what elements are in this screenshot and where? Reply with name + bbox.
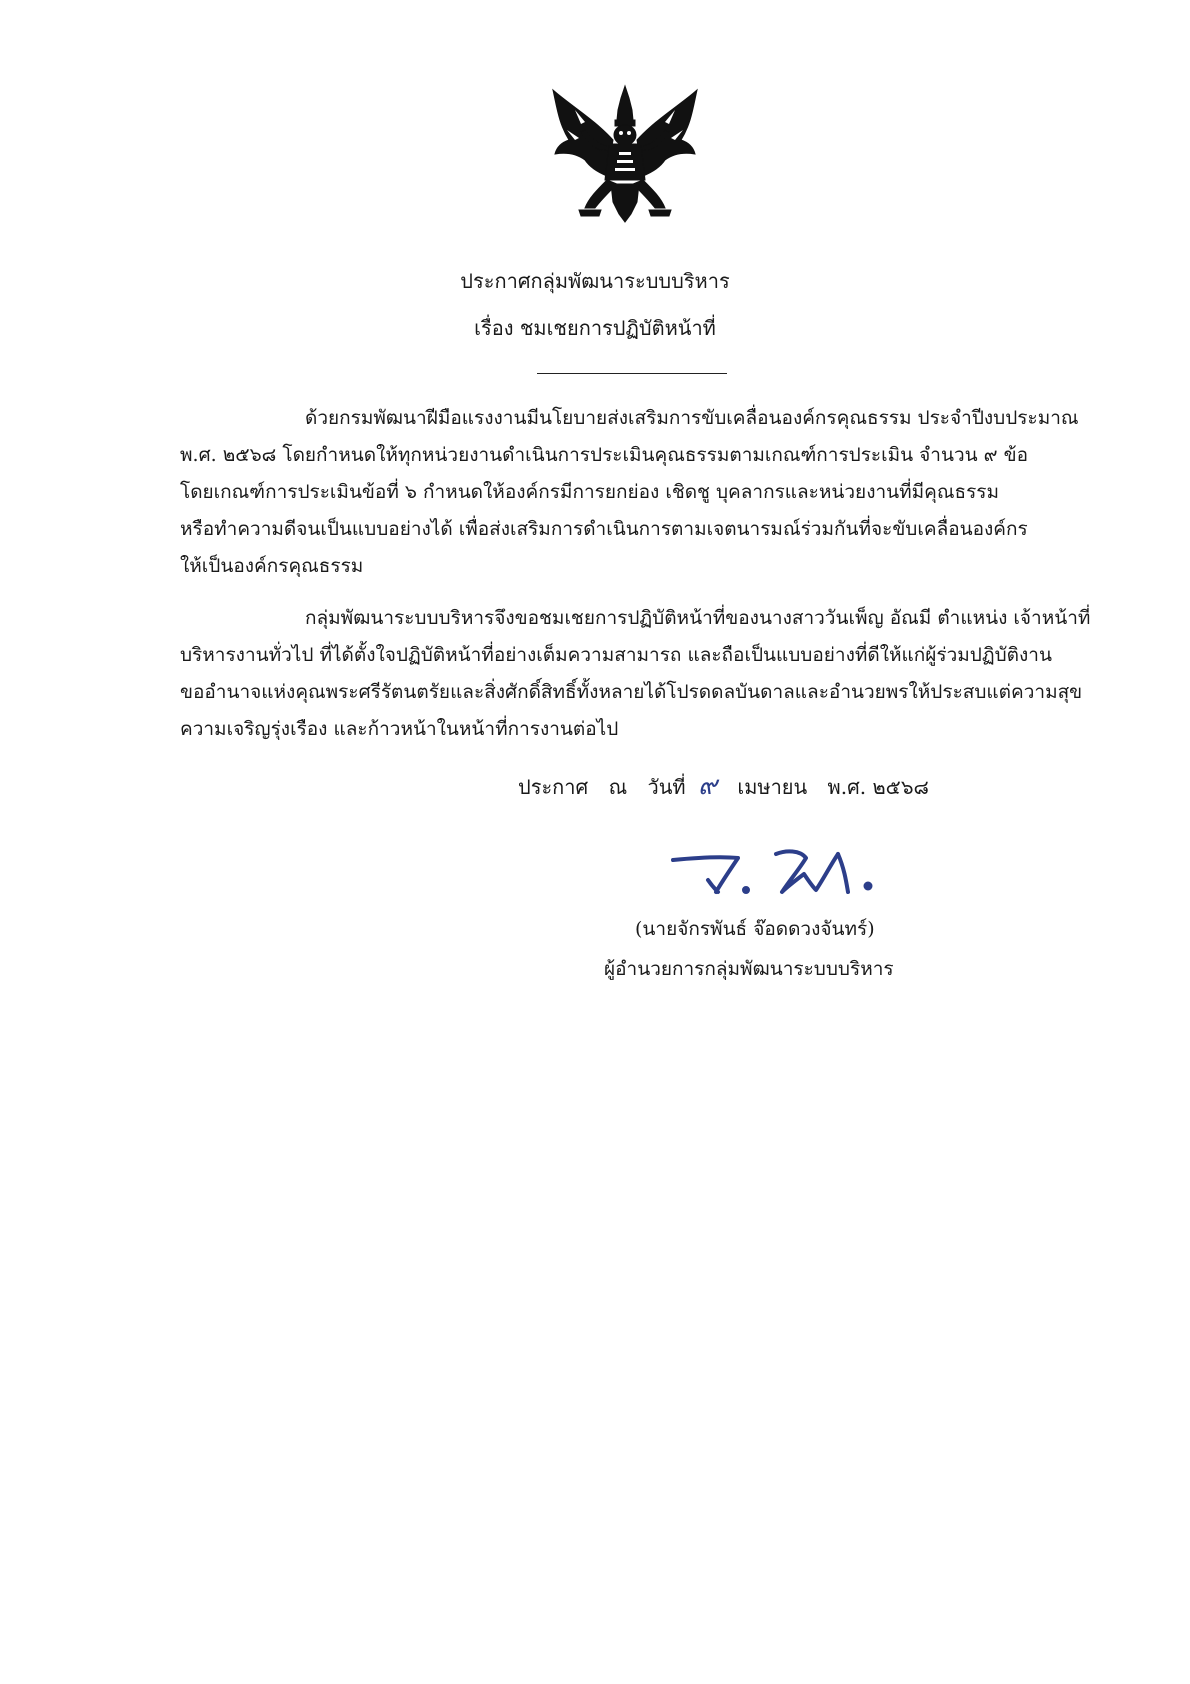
date-year: พ.ศ. ๒๕๖๘ xyxy=(827,775,929,799)
date-na: ณ xyxy=(608,775,628,799)
paragraph-1-line-1: ด้วยกรมพัฒนาฝีมือแรงงานมีนโยบายส่งเสริมการขับเคลื่อนองค์กรคุณธรรม ประจำปีงบประมาณ xyxy=(305,407,1079,429)
date-day-label: วันที่ xyxy=(647,775,686,799)
date-prefix: ประกาศ xyxy=(518,775,589,799)
signer-name: (นายจักรพันธ์ จ๊อดดวงจันทร์) xyxy=(635,918,875,940)
paragraph-1 xyxy=(180,400,1088,585)
announcement-subject: เรื่อง ชมเชยการปฏิบัติหน้าที่ xyxy=(474,316,716,340)
paragraph-1-line-3: โดยเกณฑ์การประเมินข้อที่ ๖ กำหนดให้องค์กรมีการยกย่อง เชิดชู บุคลากรและหน่วยงานที่มีคุณธรรม xyxy=(180,481,1000,503)
announcement-title: ประกาศกลุ่มพัฒนาระบบบริหาร xyxy=(460,269,730,293)
garuda-emblem-icon xyxy=(545,80,705,230)
paragraph-2-line-2: บริหารงานทั่วไป ที่ได้ตั้งใจปฏิบัติหน้าที่อย่างเต็มความสามารถ และถือเป็นแบบอย่างที่ดีให้แก่ผู้ร่วมปฏิบัติงาน xyxy=(180,644,1052,666)
paragraph-1-line-5: ให้เป็นองค์กรคุณธรรม xyxy=(180,555,364,577)
signer-position: ผู้อำนวยการกลุ่มพัฒนาระบบบริหาร xyxy=(604,958,894,980)
paragraph-2-line-1: กลุ่มพัฒนาระบบบริหารจึงขอชมเชยการปฏิบัติหน้าที่ของนางสาววันเพ็ญ อัณมี ตำแหน่ง เจ้าหน้าที่ xyxy=(305,607,1091,629)
paragraph-2-line-3: ขออำนาจแห่งคุณพระศรีรัตนตรัยและสิ่งศักดิ์สิทธิ์ทั้งหลายได้โปรดดลบันดาลและอำนวยพรให้ประสบแต่ความสุข xyxy=(180,681,1083,703)
paragraph-2-line-4: ความเจริญรุ่งเรือง และก้าวหน้าในหน้าที่การงานต่อไป xyxy=(180,718,619,740)
date-month: เมษายน xyxy=(737,775,808,799)
handwritten-signature xyxy=(668,840,898,910)
announcement-date xyxy=(518,772,929,801)
paragraph-1-line-4: หรือทำความดีจนเป็นแบบอย่างได้ เพื่อส่งเสริมการดำเนินการตามเจตนารมณ์ร่วมกันที่จะขับเคลื่อนองค์กร xyxy=(180,518,1028,540)
paragraph-1-line-2: พ.ศ. ๒๕๖๘ โดยกำหนดให้ทุกหน่วยงานดำเนินการประเมินคุณธรรมตามเกณฑ์การประเมิน จำนวน ๙ ข้อ xyxy=(180,444,1029,466)
paragraph-2 xyxy=(180,600,1091,748)
title-divider xyxy=(537,373,727,374)
date-day-handwritten: ๙ xyxy=(697,771,717,801)
